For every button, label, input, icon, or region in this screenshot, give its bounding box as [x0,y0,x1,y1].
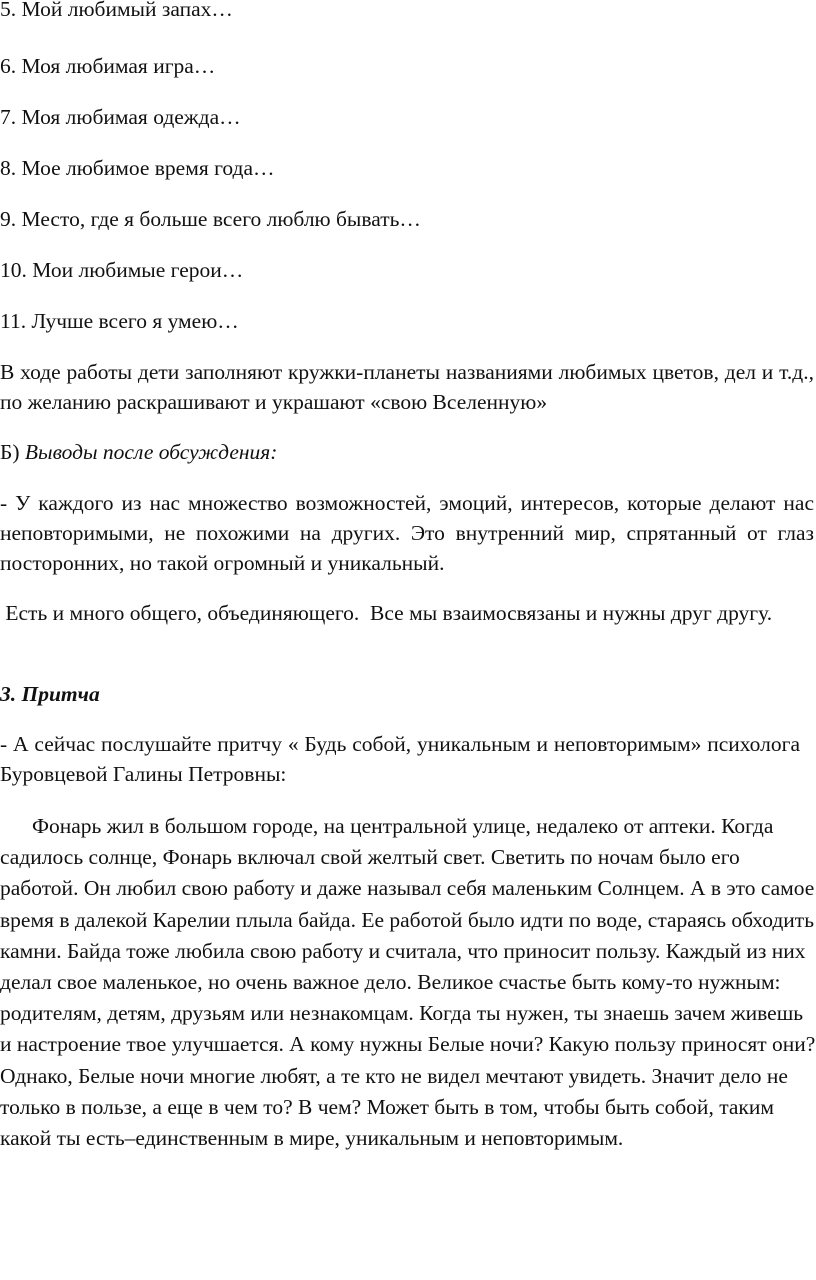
list-item: 6. Моя любимая игра… [0,54,216,78]
paragraph-inner-world: - У каждого из нас множество возможностей, эмоций, интересов, которые делают нас неповторимыми, не похожими на других. Это внутренний мир, спрятанный от глаз посторонних, но такой огромный и уникальный. [0,491,814,575]
conclusions-title: Выводы после обсуждения: [24,440,278,464]
list-item: 10. Мои любимые герои… [0,258,244,282]
conclusions-prefix: Б) [0,440,25,464]
list-item: 9. Место, где я больше всего люблю бывать… [0,207,421,231]
list-item: 11. Лучше всего я умею… [0,309,239,333]
parable-text: Фонарь жил в большом городе, на центральной улице, недалеко от аптеки. Когда садилось солнце, Фонарь включал свой желтый свет. Светить по ночам было его работой. Он любил свою работу и даже называл себя маленьким Солнцем. А в это самое время в далекой Карелии плыла байда. Ее работой было идти по воде, стараясь обходить камни. Байда тоже любила свою работу и считала, что приносит пользу. Каждый из них делал свое маленькое, но очень важное дело. Великое счастье быть кому-то нужным: родителям, детям, друзьям или незнакомцам. Когда ты нужен, ты знаешь зачем живешь и настроение твое улучшается. А кому нужны Белые ночи? Какую пользу приносят они? Однако, Белые ночи многие любят, а те кто не видел мечтают увидеть. Значит дело не только в пользе, а еще в чем то? В чем? Может быть в том, чтобы быть собой, таким какой ты есть–единственным в мире, уникальным и неповторимым. [0,814,816,1151]
section-heading: 3. Притча [0,682,100,706]
paragraph-common: Есть и много общего, объединяющего. Все мы взаимосвязаны и нужны друг другу. [0,601,773,625]
paragraph-intro: - А сейчас послушайте притчу « Будь собой, уникальным и неповторимым» психолога Буровцевой Галины Петровны: [0,732,800,786]
list-item: 5. Мой любимый запах… [0,0,233,21]
paragraph-work: В ходе работы дети заполняют кружки-планеты названиями любимых цветов, дел и т.д., по желанию раскрашивают и украшают «свою Вселенную» [0,360,814,414]
conclusions-heading [0,437,277,467]
list-item: 7. Моя любимая одежда… [0,105,241,129]
list-item: 8. Мое любимое время года… [0,156,275,180]
